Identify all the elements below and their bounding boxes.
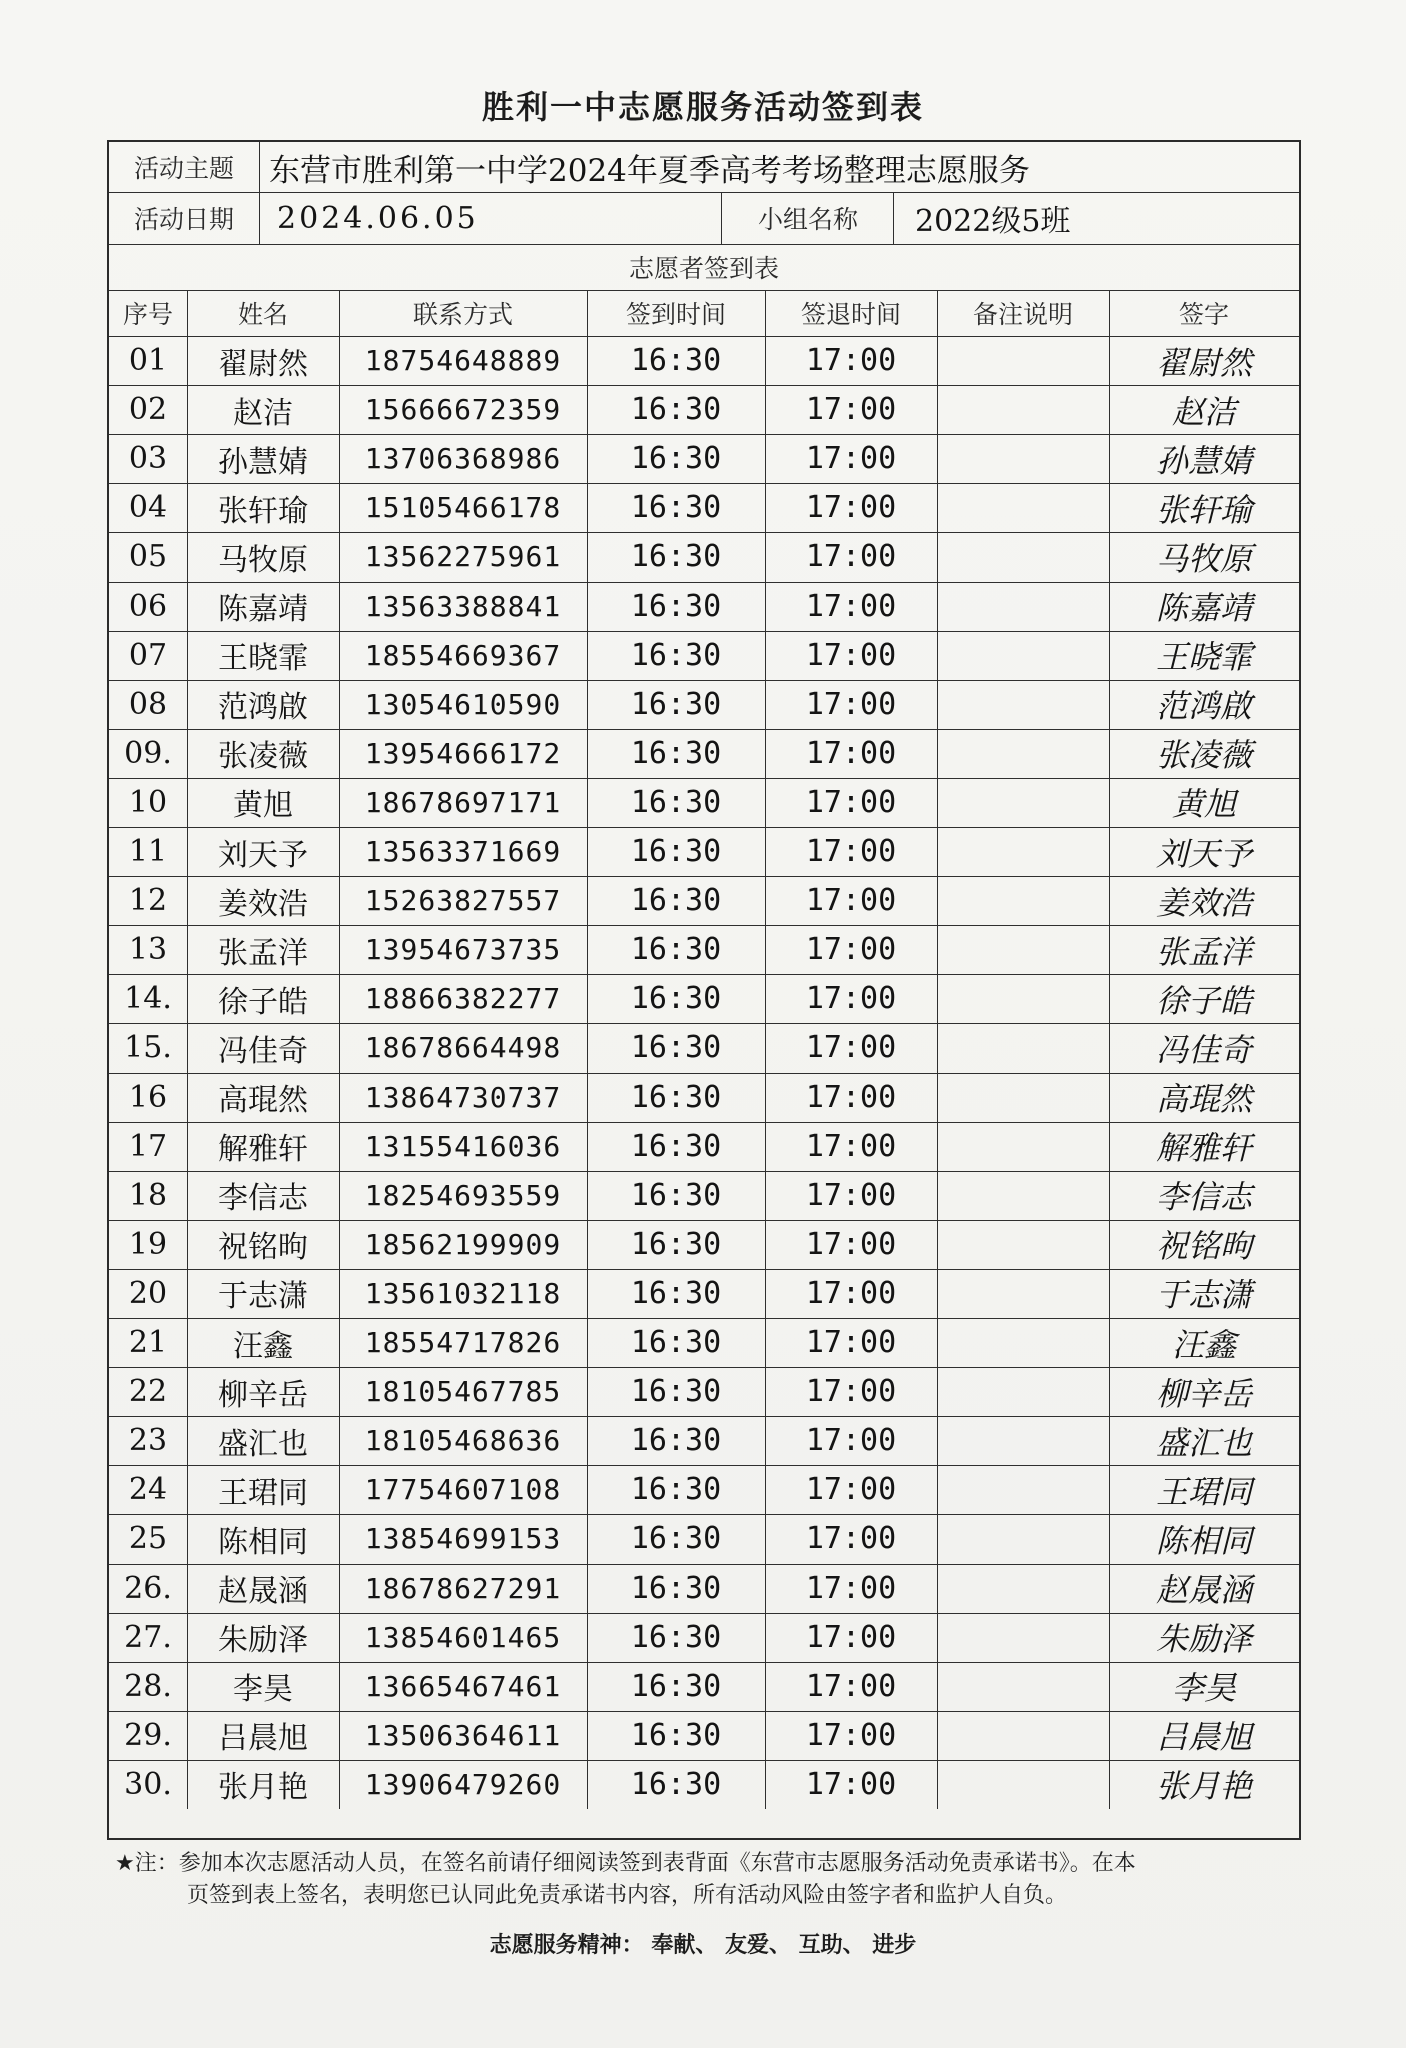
cell-remark: [937, 1073, 1109, 1122]
cell-signature: 冯佳奇: [1155, 1030, 1252, 1069]
cell-signature: 赵晟涵: [1155, 1571, 1252, 1610]
grid-line: [109, 1122, 1299, 1123]
cell-signature: 张孟洋: [1155, 932, 1252, 971]
cell-phone: 15263827557: [364, 884, 562, 918]
cell-checkin-time: 16:30: [630, 735, 722, 771]
cell-checkin-time: 16:30: [630, 441, 722, 477]
date-value: 2024.06.05: [277, 200, 479, 236]
cell-remark: [937, 532, 1109, 581]
grid-line: [109, 1662, 1299, 1663]
grid-line: [109, 483, 1299, 484]
cell-checkout-time: 17:00: [805, 1668, 897, 1704]
cell-name: 柳辛岳: [218, 1377, 308, 1413]
cell-name: 翟尉然: [218, 346, 308, 382]
theme-label: 活动主题: [133, 154, 234, 183]
cell-signature: 王晓霏: [1155, 638, 1252, 677]
grid-line: [109, 434, 1299, 435]
grid-line: [109, 729, 1299, 730]
cell-checkout-time: 17:00: [805, 441, 897, 477]
cell-signature: 张凌薇: [1155, 736, 1252, 775]
cell-checkout-time: 17:00: [805, 588, 897, 624]
cell-checkin-time: 16:30: [630, 1423, 722, 1459]
cell-signature: 王珺同: [1155, 1472, 1252, 1511]
grid-line: [109, 1564, 1299, 1565]
cell-row-number: 09.: [124, 735, 172, 771]
cell-signature: 姜效浩: [1155, 883, 1252, 922]
signin-table: [107, 140, 1301, 1840]
grid-line: [109, 192, 1299, 193]
cell-checkin-time: 16:30: [630, 1177, 722, 1213]
cell-signature: 赵洁: [1171, 392, 1236, 431]
cell-row-number: 18: [128, 1177, 168, 1213]
cell-remark: [937, 1122, 1109, 1171]
cell-row-number: 17: [128, 1128, 168, 1164]
cell-checkin-time: 16:30: [630, 1619, 722, 1655]
cell-checkin-time: 16:30: [630, 686, 722, 722]
header-checkout-time: 签退时间: [800, 300, 901, 329]
header-row-number: 序号: [122, 300, 173, 329]
cell-phone: 13506364611: [364, 1718, 562, 1752]
volunteer-spirit: 志愿服务精神： 奉献、 友爱、 互助、 进步: [489, 1933, 917, 1958]
cell-checkout-time: 17:00: [805, 883, 897, 919]
cell-row-number: 11: [128, 834, 168, 870]
cell-signature: 高琨然: [1155, 1080, 1252, 1119]
cell-checkin-time: 16:30: [630, 588, 722, 624]
cell-row-number: 07: [128, 637, 168, 673]
cell-phone: 13563388841: [364, 589, 562, 623]
grid-line: [109, 532, 1299, 533]
cell-remark: [937, 974, 1109, 1023]
cell-remark: [937, 631, 1109, 680]
grid-line: [109, 827, 1299, 828]
cell-phone: 13155416036: [364, 1129, 562, 1163]
cell-checkout-time: 17:00: [805, 490, 897, 526]
grid-line: [893, 192, 894, 244]
cell-name: 吕晨旭: [218, 1721, 308, 1757]
cell-name: 张轩瑜: [218, 493, 308, 529]
cell-remark: [937, 1023, 1109, 1072]
cell-signature: 祝铭昫: [1155, 1227, 1252, 1266]
grid-line: [109, 1318, 1299, 1319]
group-label: 小组名称: [757, 205, 858, 234]
cell-remark: [937, 1269, 1109, 1318]
cell-phone: 18678627291: [364, 1571, 562, 1605]
cell-remark: [937, 483, 1109, 532]
cell-name: 赵洁: [233, 395, 293, 431]
cell-remark: [937, 1416, 1109, 1465]
cell-row-number: 24: [128, 1472, 168, 1508]
cell-name: 朱励泽: [218, 1623, 308, 1659]
cell-phone: 18678664498: [364, 1031, 562, 1065]
header-remark: 备注说明: [972, 300, 1073, 329]
cell-name: 汪鑫: [233, 1328, 293, 1364]
cell-row-number: 12: [128, 883, 168, 919]
grid-line: [109, 778, 1299, 779]
cell-remark: [937, 925, 1109, 974]
cell-row-number: 14.: [124, 981, 172, 1017]
cell-checkin-time: 16:30: [630, 1030, 722, 1066]
cell-remark: [937, 729, 1109, 778]
cell-signature: 范鸿啟: [1155, 687, 1252, 726]
grid-line: [109, 1514, 1299, 1515]
cell-name: 姜效浩: [218, 886, 308, 922]
cell-remark: [937, 1760, 1109, 1809]
cell-checkout-time: 17:00: [805, 1079, 897, 1115]
cell-phone: 18254693559: [364, 1178, 562, 1212]
cell-checkin-time: 16:30: [630, 343, 722, 379]
header-checkin-time: 签到时间: [625, 300, 726, 329]
cell-checkout-time: 17:00: [805, 1619, 897, 1655]
cell-checkout-time: 17:00: [805, 686, 897, 722]
cell-signature: 柳辛岳: [1155, 1374, 1252, 1413]
cell-remark: [937, 680, 1109, 729]
cell-row-number: 08: [128, 686, 168, 722]
cell-phone: 13706368986: [364, 442, 562, 476]
cell-name: 张孟洋: [218, 935, 308, 971]
cell-phone: 13906479260: [364, 1767, 562, 1801]
cell-row-number: 19: [128, 1226, 168, 1262]
cell-checkout-time: 17:00: [805, 981, 897, 1017]
cell-remark: [937, 434, 1109, 483]
group-value: 2022级5班: [915, 204, 1071, 239]
header-signature: 签字: [1178, 300, 1229, 329]
section-title: 志愿者签到表: [628, 254, 779, 283]
cell-checkin-time: 16:30: [630, 883, 722, 919]
cell-name: 冯佳奇: [218, 1033, 308, 1069]
cell-name: 高琨然: [218, 1083, 308, 1119]
grid-line: [109, 680, 1299, 681]
cell-signature: 陈嘉靖: [1155, 589, 1252, 628]
cell-signature: 黄旭: [1171, 785, 1236, 824]
cell-signature: 徐子皓: [1155, 981, 1252, 1020]
cell-name: 孙慧婧: [218, 444, 308, 480]
grid-line: [109, 974, 1299, 975]
cell-row-number: 21: [128, 1325, 168, 1361]
cell-remark: [937, 582, 1109, 631]
grid-line: [587, 290, 588, 1809]
cell-remark: [937, 1318, 1109, 1367]
cell-checkin-time: 16:30: [630, 1521, 722, 1557]
cell-name: 王晓霏: [218, 641, 308, 677]
form-title: 胜利一中志愿服务活动签到表: [481, 88, 924, 126]
cell-row-number: 04: [128, 490, 168, 526]
disclaimer-line-1: ★注：参加本次志愿活动人员，在签名前请仔细阅读签到表背面《东营市志愿服务活动免责承诺书》。在本: [115, 1851, 1136, 1876]
cell-phone: 18105467785: [364, 1375, 562, 1409]
cell-remark: [937, 876, 1109, 925]
cell-row-number: 01: [128, 343, 168, 379]
cell-remark: [937, 1711, 1109, 1760]
cell-phone: 18678697171: [364, 785, 562, 819]
cell-remark: [937, 1564, 1109, 1613]
cell-phone: 13954673735: [364, 933, 562, 967]
grid-line: [937, 290, 938, 1809]
cell-row-number: 16: [128, 1079, 168, 1115]
cell-phone: 18554669367: [364, 638, 562, 672]
cell-row-number: 29.: [124, 1717, 172, 1753]
cell-remark: [937, 336, 1109, 385]
disclaimer-line-2: 页签到表上签名，表明您已认同此免责承诺书内容，所有活动风险由签字者和监护人自负。: [187, 1883, 1068, 1908]
grid-line: [109, 1613, 1299, 1614]
cell-checkin-time: 16:30: [630, 981, 722, 1017]
cell-row-number: 03: [128, 441, 168, 477]
cell-signature: 李信志: [1155, 1178, 1252, 1217]
grid-line: [259, 142, 260, 244]
cell-checkout-time: 17:00: [805, 735, 897, 771]
cell-checkout-time: 17:00: [805, 1521, 897, 1557]
cell-checkin-time: 16:30: [630, 1226, 722, 1262]
cell-row-number: 13: [128, 932, 168, 968]
cell-checkin-time: 16:30: [630, 1717, 722, 1753]
cell-checkin-time: 16:30: [630, 1570, 722, 1606]
cell-remark: [937, 1220, 1109, 1269]
cell-phone: 13864730737: [364, 1080, 562, 1114]
cell-row-number: 30.: [124, 1766, 172, 1802]
cell-phone: 18754648889: [364, 344, 562, 378]
grid-line: [109, 1760, 1299, 1761]
grid-line: [109, 1023, 1299, 1024]
grid-line: [109, 385, 1299, 386]
cell-signature: 于志潇: [1155, 1276, 1252, 1315]
cell-name: 徐子皓: [218, 984, 308, 1020]
cell-phone: 13562275961: [364, 540, 562, 574]
cell-checkin-time: 16:30: [630, 1079, 722, 1115]
cell-row-number: 22: [128, 1374, 168, 1410]
grid-line: [109, 876, 1299, 877]
cell-name: 祝铭昫: [218, 1230, 308, 1266]
cell-phone: 13054610590: [364, 687, 562, 721]
cell-checkin-time: 16:30: [630, 834, 722, 870]
grid-line: [109, 631, 1299, 632]
cell-row-number: 20: [128, 1275, 168, 1311]
grid-line: [109, 1171, 1299, 1172]
disclaimer-note: [115, 1848, 1275, 1912]
cell-remark: [937, 385, 1109, 434]
cell-row-number: 06: [128, 588, 168, 624]
cell-signature: 吕晨旭: [1155, 1718, 1252, 1757]
cell-checkout-time: 17:00: [805, 784, 897, 820]
cell-phone: 13854699153: [364, 1522, 562, 1556]
cell-checkout-time: 17:00: [805, 1030, 897, 1066]
date-label: 活动日期: [133, 205, 234, 234]
cell-name: 于志潇: [218, 1279, 308, 1315]
grid-line: [721, 192, 722, 244]
grid-line: [1109, 290, 1110, 1809]
cell-row-number: 28.: [124, 1668, 172, 1704]
cell-phone: 13665467461: [364, 1669, 562, 1703]
cell-checkout-time: 17:00: [805, 1423, 897, 1459]
cell-phone: 18105468636: [364, 1424, 562, 1458]
grid-line: [109, 1711, 1299, 1712]
cell-row-number: 23: [128, 1423, 168, 1459]
grid-line: [187, 290, 188, 1809]
cell-name: 李昊: [233, 1672, 293, 1708]
theme-value: 东营市胜利第一中学2024年夏季高考考场整理志愿服务: [269, 152, 1030, 189]
cell-phone: 13954666172: [364, 736, 562, 770]
cell-signature: 陈相同: [1155, 1521, 1252, 1560]
cell-checkin-time: 16:30: [630, 1325, 722, 1361]
cell-signature: 翟尉然: [1155, 343, 1252, 382]
cell-checkout-time: 17:00: [805, 932, 897, 968]
cell-signature: 汪鑫: [1171, 1325, 1236, 1364]
cell-checkout-time: 17:00: [805, 834, 897, 870]
cell-phone: 13563371669: [364, 835, 562, 869]
cell-phone: 15666672359: [364, 393, 562, 427]
cell-name: 黄旭: [233, 788, 293, 824]
cell-checkin-time: 16:30: [630, 1472, 722, 1508]
cell-checkout-time: 17:00: [805, 1325, 897, 1361]
cell-phone: 13561032118: [364, 1276, 562, 1310]
cell-phone: 18866382277: [364, 982, 562, 1016]
cell-name: 陈嘉靖: [218, 592, 308, 628]
cell-checkout-time: 17:00: [805, 1226, 897, 1262]
cell-checkout-time: 17:00: [805, 1128, 897, 1164]
header-phone: 联系方式: [412, 300, 513, 329]
cell-checkout-time: 17:00: [805, 1374, 897, 1410]
cell-checkout-time: 17:00: [805, 1717, 897, 1753]
cell-row-number: 02: [128, 392, 168, 428]
cell-row-number: 05: [128, 539, 168, 575]
cell-checkin-time: 16:30: [630, 637, 722, 673]
grid-line: [339, 290, 340, 1809]
cell-checkout-time: 17:00: [805, 637, 897, 673]
cell-remark: [937, 1613, 1109, 1662]
cell-checkin-time: 16:30: [630, 539, 722, 575]
cell-name: 解雅轩: [218, 1132, 308, 1168]
cell-checkin-time: 16:30: [630, 1668, 722, 1704]
cell-checkout-time: 17:00: [805, 343, 897, 379]
grid-line: [109, 1073, 1299, 1074]
cell-name: 赵晟涵: [218, 1574, 308, 1610]
cell-signature: 刘天予: [1155, 834, 1252, 873]
cell-row-number: 25: [128, 1521, 168, 1557]
cell-signature: 盛汇也: [1155, 1423, 1252, 1462]
cell-checkin-time: 16:30: [630, 932, 722, 968]
cell-remark: [937, 1662, 1109, 1711]
cell-signature: 张轩瑜: [1155, 490, 1252, 529]
grid-line: [109, 1416, 1299, 1417]
cell-name: 盛汇也: [218, 1426, 308, 1462]
cell-name: 张凌薇: [218, 739, 308, 775]
cell-checkin-time: 16:30: [630, 490, 722, 526]
cell-checkout-time: 17:00: [805, 1177, 897, 1213]
cell-name: 范鸿啟: [218, 690, 308, 726]
cell-row-number: 15.: [124, 1030, 172, 1066]
cell-checkout-time: 17:00: [805, 1472, 897, 1508]
grid-line: [109, 582, 1299, 583]
cell-remark: [937, 778, 1109, 827]
cell-row-number: 26.: [124, 1570, 172, 1606]
cell-name: 陈相同: [218, 1524, 308, 1560]
cell-checkin-time: 16:30: [630, 1766, 722, 1802]
cell-signature: 解雅轩: [1155, 1129, 1252, 1168]
cell-phone: 17754607108: [364, 1473, 562, 1507]
cell-remark: [937, 1367, 1109, 1416]
cell-phone: 18554717826: [364, 1326, 562, 1360]
cell-name: 马牧原: [218, 542, 308, 578]
cell-checkin-time: 16:30: [630, 392, 722, 428]
cell-remark: [937, 1465, 1109, 1514]
cell-remark: [937, 1514, 1109, 1563]
cell-checkout-time: 17:00: [805, 1766, 897, 1802]
cell-checkout-time: 17:00: [805, 1570, 897, 1606]
grid-line: [109, 290, 1299, 291]
grid-line: [109, 1367, 1299, 1368]
cell-checkout-time: 17:00: [805, 1275, 897, 1311]
cell-row-number: 27.: [124, 1619, 172, 1655]
grid-line: [765, 290, 766, 1809]
cell-phone: 13854601465: [364, 1620, 562, 1654]
grid-line: [109, 1269, 1299, 1270]
cell-checkin-time: 16:30: [630, 784, 722, 820]
cell-checkin-time: 16:30: [630, 1128, 722, 1164]
grid-line: [109, 1220, 1299, 1221]
grid-line: [109, 336, 1299, 337]
cell-name: 李信志: [218, 1181, 308, 1217]
cell-phone: 15105466178: [364, 491, 562, 525]
cell-signature: 李昊: [1171, 1669, 1236, 1708]
cell-checkout-time: 17:00: [805, 392, 897, 428]
cell-remark: [937, 1171, 1109, 1220]
cell-phone: 18562199909: [364, 1227, 562, 1261]
cell-remark: [937, 827, 1109, 876]
cell-checkin-time: 16:30: [630, 1275, 722, 1311]
cell-signature: 朱励泽: [1155, 1620, 1252, 1659]
cell-signature: 孙慧婧: [1155, 441, 1252, 480]
cell-checkin-time: 16:30: [630, 1374, 722, 1410]
cell-signature: 张月艳: [1155, 1767, 1252, 1806]
cell-name: 王珺同: [218, 1475, 308, 1511]
grid-line: [109, 1465, 1299, 1466]
grid-line: [109, 244, 1299, 245]
cell-row-number: 10: [128, 784, 168, 820]
cell-name: 张月艳: [218, 1770, 308, 1806]
cell-signature: 马牧原: [1155, 539, 1252, 578]
cell-name: 刘天予: [218, 837, 308, 873]
header-name: 姓名: [237, 300, 288, 329]
grid-line: [109, 925, 1299, 926]
cell-checkout-time: 17:00: [805, 539, 897, 575]
